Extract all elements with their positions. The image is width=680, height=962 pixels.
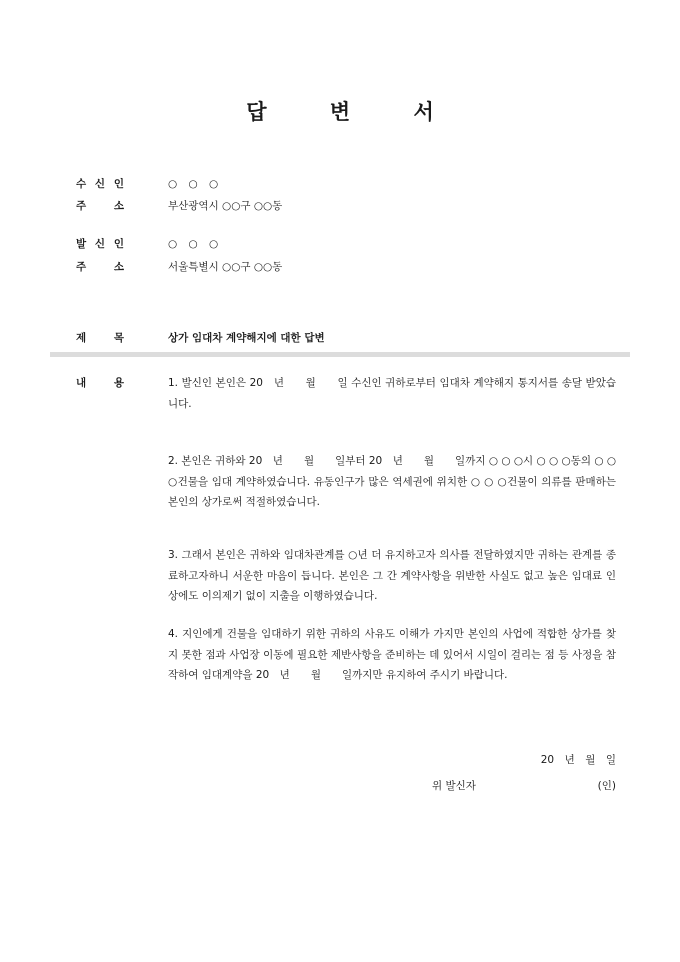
signature-line xyxy=(432,778,616,793)
paragraph-number: 4. xyxy=(168,628,179,640)
paragraph-3 xyxy=(168,545,616,607)
signature-sender-label: 위 발신자 xyxy=(432,780,476,792)
sender-address: 서울특별시 ○○구 ○○동 xyxy=(168,261,283,273)
recipient-label: 수 신 인 xyxy=(76,178,124,190)
signature-seal: (인) xyxy=(597,780,616,792)
section-divider xyxy=(50,352,630,357)
sender-label: 발 신 인 xyxy=(76,238,124,250)
recipient-address-label: 주 소 xyxy=(76,200,124,212)
subject-value: 상가 임대차 계약해지에 대한 답변 xyxy=(168,332,325,344)
sender-address-row xyxy=(0,259,680,275)
subject-label: 제 목 xyxy=(76,332,124,344)
document-title: 답 변 서 xyxy=(246,100,462,124)
recipient-address-row xyxy=(0,198,680,214)
paragraph-2 xyxy=(168,451,616,513)
paragraph-number: 2. xyxy=(168,455,179,467)
paragraph-text: 발신인 본인은 20 년 월 일 수신인 귀하로부터 임대차 계약해지 통지서를 송달 받았습니다. xyxy=(168,377,616,410)
content-label: 내 용 xyxy=(76,377,124,389)
recipient-address: 부산광역시 ○○구 ○○동 xyxy=(168,200,283,212)
paragraph-text: 그래서 본인은 귀하와 임대차관계를 ○년 더 유지하고자 의사를 전달하였지만 귀하는 관계를 종료하고자하니 서운한 마음이 듭니다. 본인은 그 간 계약사항을 위반한 사실도 없고 높은 임대료 인상에도 이의제기 없이 지출을 이행하였습니다. xyxy=(168,549,616,602)
subject-row xyxy=(0,330,680,346)
sender-address-label: 주 소 xyxy=(76,261,124,273)
signature-date: 20 년 월 일 xyxy=(540,754,616,766)
paragraph-4 xyxy=(168,624,616,686)
paragraph-1 xyxy=(168,373,616,414)
sender-name: ○ ○ ○ xyxy=(168,238,223,250)
paragraph-text: 지인에게 건물을 임대하기 위한 귀하의 사유도 이해가 가지만 본인의 사업에 적합한 상가를 찾지 못한 점과 사업장 이동에 필요한 제반사항을 준비하는 데 있어서 시일이 걸리는 점 등 사정을 참작하여 임대계약을 20 년 월 일까지만 유지하여 주시기 바랍니다. xyxy=(168,628,616,681)
paragraph-text: 본인은 귀하와 20 년 월 일부터 20 년 월 일까지 ○ ○ ○시 ○ ○ ○동의 ○ ○ ○건물을 임대 계약하였습니다. 유동인구가 많은 역세권에 위치한 ○ ○ ○건물이 의류를 판매하는 본인의 상가로써 적절하였습니다. xyxy=(168,455,616,508)
recipient-name: ○ ○ ○ xyxy=(168,178,223,190)
paragraph-number: 1. xyxy=(168,377,179,389)
recipient-name-row xyxy=(0,176,680,192)
paragraph-number: 3. xyxy=(168,549,179,561)
sender-name-row xyxy=(0,236,680,252)
